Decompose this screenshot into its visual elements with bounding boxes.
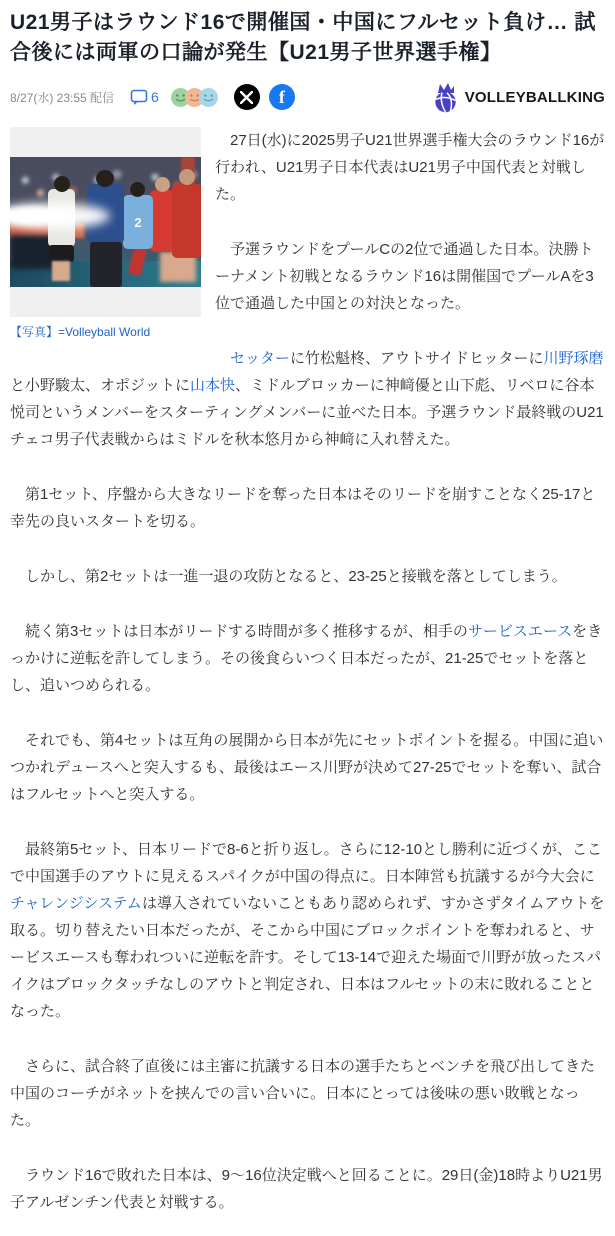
- inline-link[interactable]: セッター: [230, 350, 291, 367]
- paragraph-text: と小野駿太、オポジットに: [10, 377, 191, 394]
- reaction-blue-smile-icon: [199, 88, 218, 107]
- comment-bubble-icon: [130, 89, 148, 106]
- jersey-number: 2: [134, 214, 142, 230]
- article-paragraph: [10, 618, 605, 699]
- photo-red-player-head: [179, 169, 195, 185]
- match-photo-image: [10, 157, 201, 287]
- x-icon: [240, 91, 253, 104]
- paragraph-text: は導入されていないこともあり認められず、すかさずタイムアウトを取る。切り替えたい日本だったが、そこから中国にブロックポイントを奪われると、サービスエースも奪われついに逆転を許す。そして13-14で迎えた場面で川野が放ったスパイクはブロックタッチなしのアウトと判定され、日本はフルセットの末に敗れることとなった。: [10, 895, 605, 1020]
- brand-logo[interactable]: [432, 82, 605, 113]
- photo-blue-player: [123, 195, 153, 249]
- photo-red-player-head: [155, 177, 170, 192]
- paragraph-text: をきっかけに逆転を許してしまう。その後食らいつく日本だったが、21-25でセットを落とし、追いつめられる。: [10, 623, 603, 694]
- photo-referee-head: [96, 170, 114, 187]
- article-paragraph: [10, 345, 605, 453]
- paragraph-text: 27日(水)に2025男子U21世界選手権大会のラウンド16が行われ、U21男子日本代表はU21男子中国代表と対戦した。: [215, 132, 605, 203]
- reaction-icons[interactable]: [171, 88, 218, 107]
- photo-caption-link[interactable]: 【写真】=Volleyball World: [10, 325, 151, 339]
- inline-link[interactable]: チャレンジシステム: [10, 895, 142, 912]
- article-paragraph: [10, 836, 605, 1025]
- photo-white-player-head: [54, 176, 70, 192]
- facebook-icon: f: [278, 87, 285, 107]
- article-title: U21男子はラウンド16で開催国・中国にフルセット負け… 試合後には両軍の口論が発生【U21男子世界選手権】: [10, 11, 596, 64]
- comment-button[interactable]: [130, 89, 159, 106]
- article-paragraph: [10, 481, 605, 535]
- inline-link[interactable]: サービスエース: [467, 623, 573, 640]
- paragraph-text: 、ミドルブロッカーに神﨑優と山下彪、リベロに谷本悦司というメンバーをスターティングメンバーに並べた日本。予選ラウンド最終戦のU21チェコ男子代表戦からはミドルを秋本悠月から神﨑に入れ替えた。: [10, 377, 604, 448]
- paragraph-text: それでも、第4セットは互角の展開から日本が先にセットポイントを握る。中国に追いつかれデュースへと突入するも、最後はエース川野が決めて27-25でセットを奪い、試合はフルセットへと突入する。: [10, 732, 604, 803]
- paragraph-text: 予選ラウンドをプールCの2位で通過した日本。決勝トーナメント初戦となるラウンド16は開催国でプールAを3位で通過した中国との対決となった。: [215, 241, 594, 312]
- photo-white-player-legs: [52, 261, 70, 281]
- article-paragraph: [10, 563, 605, 590]
- article-paragraph: [10, 727, 605, 808]
- comment-count: 6: [151, 89, 159, 105]
- photo-referee-pants: [90, 242, 122, 287]
- article-paragraph: [10, 1162, 605, 1216]
- paragraph-text: しかし、第2セットは一進一退の攻防となると、23-25と接戦を落としてしまう。: [10, 568, 567, 585]
- paragraph-text: 続く第3セットは日本がリードする時間が多く推移するが、相手の: [10, 623, 468, 640]
- photo-blue-player-head: [130, 182, 145, 197]
- brand-name: VOLLEYBALLKING: [464, 88, 605, 106]
- article-body: [10, 127, 605, 1216]
- article-figure: [10, 127, 201, 345]
- paragraph-text: 最終第5セット、日本リードで8-6と折り返し。さらに12-10とし勝利に近づくが、ここで中国選手のアウトに見えるスパイクが中国の得点に。日本陣営も抗議するが今大会に: [10, 841, 603, 885]
- volleyball-crown-icon: [432, 82, 459, 113]
- meta-row: [10, 83, 605, 111]
- paragraph-text: 第1セット、序盤から大きなリードを奪った日本はそのリードを崩すことなく25-17と幸先の良いスタートを切る。: [10, 486, 596, 530]
- share-x-button[interactable]: [234, 84, 260, 110]
- match-photo[interactable]: [10, 127, 201, 317]
- inline-link[interactable]: 川野琢磨: [543, 350, 604, 367]
- photo-caption: [10, 317, 201, 345]
- share-facebook-button[interactable]: [269, 84, 295, 110]
- photo-red-player: [172, 184, 201, 258]
- publish-date: 8/27(水) 23:55 配信: [10, 90, 115, 105]
- paragraph-text: に竹松魁柊、アウトサイドヒッターに: [290, 350, 544, 367]
- paragraph-text: [215, 350, 230, 367]
- paragraph-text: ラウンド16で敗れた日本は、9～16位決定戦へと回ることに。29日(金)18時よりU21男子アルゼンチン代表と対戦する。: [10, 1167, 603, 1211]
- inline-link[interactable]: 山本快: [190, 377, 236, 394]
- photo-white-player-shorts: [49, 245, 74, 262]
- article-paragraph: [10, 1053, 605, 1134]
- paragraph-text: さらに、試合終了直後には主審に抗議する日本の選手たちとベンチを飛び出してきた中国のコーチがネットを挟んでの言い合いに。日本にとっては後味の悪い敗戦となった。: [10, 1058, 596, 1129]
